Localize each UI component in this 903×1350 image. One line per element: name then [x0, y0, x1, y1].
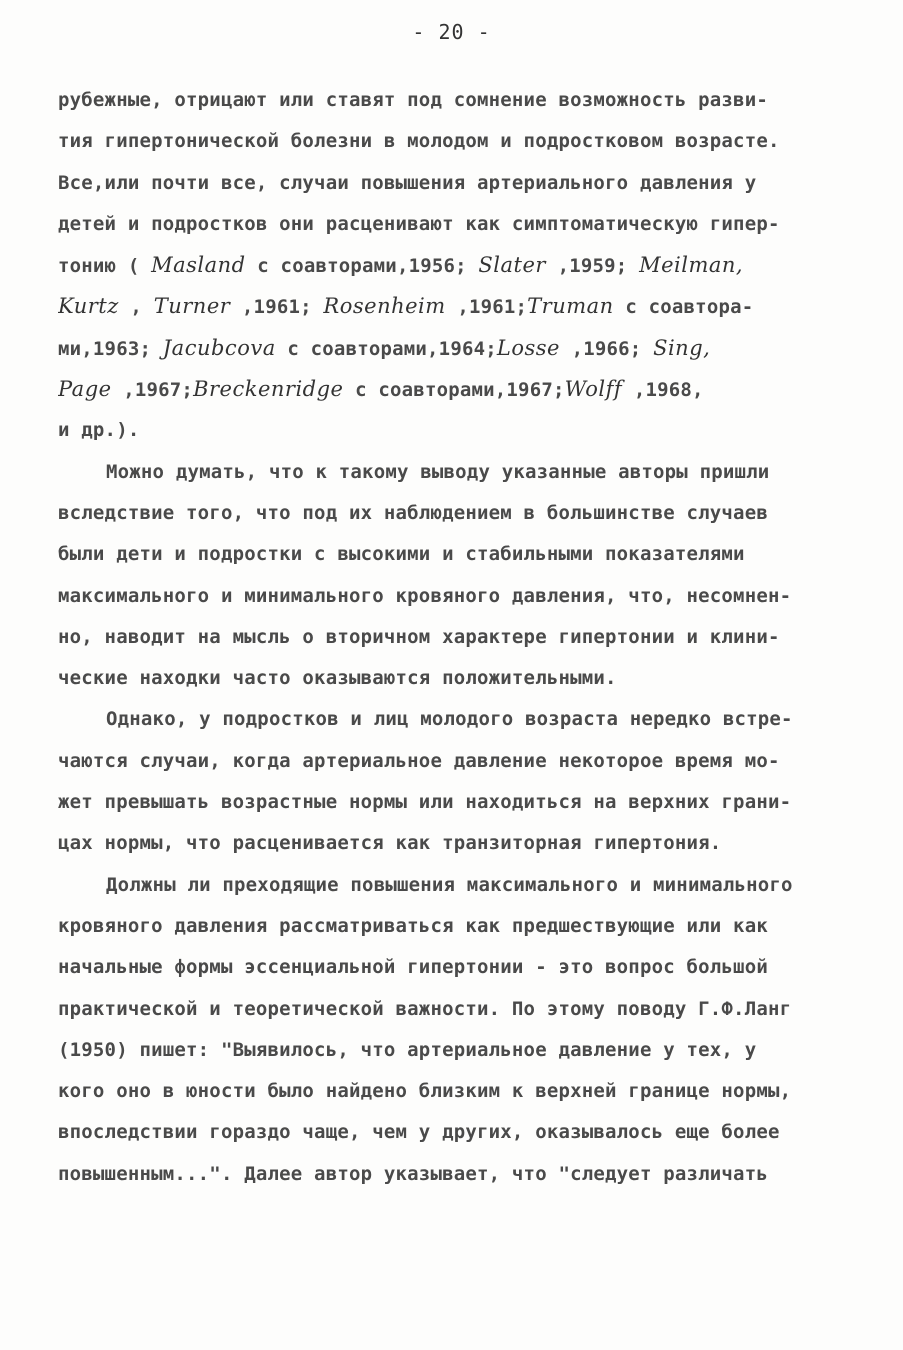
text-run: ми,1963; — [58, 337, 163, 360]
handwritten-author-name: Masland — [151, 253, 246, 278]
text-run: с соавтора- — [613, 296, 754, 319]
handwritten-author-name: Page — [58, 377, 112, 402]
text-run: тонию ( — [58, 255, 152, 278]
handwritten-author-name: Slater — [478, 253, 546, 278]
text-line — [58, 163, 848, 204]
text-run: Должны ли преходящие повышения максимального и минимального — [106, 873, 793, 896]
text-run: кровяного давления рассматриваться как предшествующие или как — [58, 914, 768, 937]
text-run: начальные формы эссенциальной гипертонии - это вопрос большой — [58, 956, 768, 979]
text-run: максимального и минимального кровяного давления, что, несомнен- — [58, 584, 792, 607]
handwritten-author-name: Wolff — [564, 377, 623, 402]
handwritten-author-name: Truman — [527, 294, 614, 319]
handwritten-author-name: Jacubcova — [162, 335, 276, 360]
handwritten-author-name: Turner — [153, 294, 231, 319]
text-line — [58, 286, 848, 327]
text-line — [58, 493, 848, 534]
text-run: впоследствии гораздо чаще, чем у других, оказывалось еще более — [58, 1121, 780, 1144]
handwritten-author-name: Kurtz — [58, 294, 119, 319]
text-line — [58, 989, 848, 1030]
text-run: рубежные, отрицают или ставят под сомнение возможность разви- — [58, 89, 768, 111]
text-run: вследствие того, что под их наблюдением в большинстве случаев — [58, 501, 768, 524]
text-run: практической и теоретической важности. По этому поводу Г.Ф.Ланг — [58, 997, 792, 1020]
text-line — [58, 823, 848, 864]
text-run: ,1961; — [445, 296, 528, 319]
text-run: ,1959; — [545, 255, 640, 278]
text-line — [58, 741, 848, 782]
text-line — [58, 906, 848, 947]
text-run: и др.). — [58, 419, 140, 442]
text-line — [58, 576, 848, 617]
handwritten-author-name: Losse — [496, 335, 560, 360]
text-run: с соавторами,1964; — [275, 337, 497, 360]
text-run: тия гипертонической болезни в молодом и подростковом возрасте. — [58, 130, 780, 153]
text-run: детей и подростков они расценивают как симптоматическую гипер- — [58, 212, 780, 235]
text-run: кого оно в юности было найдено близким к верхней границе нормы, — [58, 1080, 792, 1103]
text-run: с соавторами,1967; — [343, 379, 565, 402]
text-line — [58, 410, 848, 451]
text-run: но, наводит на мысль о вторичном характере гипертонии и клини- — [58, 625, 780, 648]
text-line — [58, 699, 848, 740]
text-run: были дети и подростки с высокими и стабильными показателями — [58, 543, 745, 566]
text-run: жет превышать возрастные нормы или находиться на верхних грани- — [58, 791, 792, 814]
text-line — [58, 204, 848, 245]
text-line — [58, 1112, 848, 1153]
text-run: (1950) пишет: "Выявилось, что артериальное давление у тех, у — [58, 1038, 757, 1061]
text-run: ,1967; — [111, 379, 194, 402]
text-run: ческие находки часто оказываются положительными. — [58, 667, 617, 690]
text-run: Однако, у подростков и лиц молодого возраста нередко встре- — [106, 708, 793, 731]
text-line — [58, 658, 848, 699]
text-run: ,1961; — [230, 296, 324, 319]
text-run: ,1966; — [559, 337, 654, 360]
handwritten-author-name: Meilman, — [639, 253, 744, 278]
page-number: - 20 - — [412, 20, 491, 44]
handwritten-author-name: Rosenheim — [323, 294, 446, 319]
text-run: цах нормы, что расценивается как транзиторная гипертония. — [58, 832, 722, 855]
text-run: , — [118, 296, 154, 319]
text-run: ,1968, — [622, 379, 704, 402]
text-line — [58, 80, 848, 121]
text-run: Можно думать, что к такому выводу указанные авторы пришли — [106, 460, 770, 483]
text-line — [58, 1154, 848, 1195]
text-line — [58, 452, 848, 493]
text-line — [58, 121, 848, 162]
text-line — [58, 865, 848, 906]
text-run: Все,или почти все, случаи повышения артериального давления у — [58, 171, 757, 194]
text-line — [58, 245, 848, 286]
text-line — [58, 782, 848, 823]
text-run: с соавторами,1956; — [245, 255, 479, 278]
body-text — [58, 80, 848, 1195]
handwritten-author-name: Breckenridge — [193, 377, 344, 402]
handwritten-author-name: Sing, — [653, 335, 711, 360]
text-line — [58, 534, 848, 575]
text-run: повышенным...". Далее автор указывает, что "следует различать — [58, 1162, 768, 1185]
text-line — [58, 1071, 848, 1112]
text-line — [58, 1030, 848, 1071]
text-line — [58, 328, 848, 369]
text-line — [58, 947, 848, 988]
text-line — [58, 617, 848, 658]
text-run: чаются случаи, когда артериальное давление некоторое время мо- — [58, 749, 780, 772]
text-line — [58, 369, 848, 410]
